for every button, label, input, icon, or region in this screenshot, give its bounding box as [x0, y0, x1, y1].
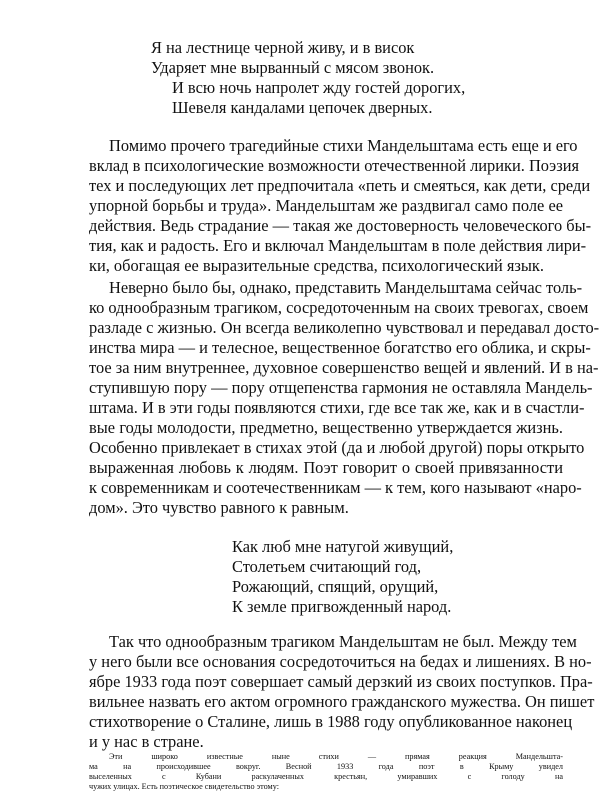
paragraph-2-line-6: ступившую пору — пору отщепенства гармония не оставляла Мандель- [89, 378, 593, 397]
paragraph-4-line-1: Эти широко известные ныне стихи — прямая реакция Мандельшта- [109, 752, 563, 761]
paragraph-2-line-8: вые годы молодости, предметно, вещественно утверждается жизнь. [89, 418, 563, 437]
paragraph-3-line-3: ябре 1933 года поэт совершает самый дерзкий из своих поступков. Пра- [89, 672, 593, 691]
paragraph-1-line-3: тех и последующих лет предпочитала «петь и смеяться, как дети, среди [89, 176, 591, 195]
paragraph-2-line-9: Особенно привлекает в стихах этой (да и любой другой) поры открыто [89, 438, 585, 457]
poem-3-line-4 [151, 707, 153, 708]
paragraph-4-line-4: чужих улицах. Есть поэтическое свидетельство этому: [89, 782, 279, 791]
paragraph-2-line-5: тое за ним внутреннее, духовное совершенство вещей и явлений. И в на- [89, 358, 599, 377]
paragraph-2-line-3: разладе с жизнью. Он всегда великолепно чувствовал и передавал досто- [89, 318, 600, 337]
paragraph-2-line-7: штама. И в эти годы появляются стихи, где все так же, как и в счастли- [89, 398, 585, 417]
poem-2-line-4: К земле пригвожденный народ. [232, 597, 452, 616]
paragraph-1-line-4: упорной борьбы и труда». Мандельштам же раздвигал само поле ее [89, 196, 563, 215]
paragraph-3-line-6: и у нас в стране. [89, 732, 204, 751]
paragraph-2-line-2: ко однообразным трагиком, сосредоточенным на своих тревогах, своем [89, 298, 589, 317]
paragraph-3-line-1: Так что однообразным трагиком Мандельштам не был. Между тем [109, 632, 577, 651]
paragraph-1-line-5: действия. Ведь страдание — такая же достоверность человеческого бы- [89, 216, 592, 235]
poem-2-line-2: Столетьем считающий год, [232, 557, 422, 576]
poem-2-line-3: Рожающий, спящий, орущий, [232, 577, 439, 596]
paragraph-2-line-1: Неверно было бы, однако, представить Мандельштама сейчас толь- [109, 278, 583, 297]
paragraph-2-line-11: к современникам и соотечественникам — к тем, кого называют «наро- [89, 478, 582, 497]
poem-1-line-2: Ударяет мне вырванный с мясом звонок. [151, 58, 435, 77]
paragraph-1-line-2: вклад в психологические возможности отечественной лирики. Поэзия [89, 156, 580, 175]
paragraph-2-line-12: дом». Это чувство равного к равным. [89, 498, 349, 517]
paragraph-3-line-2: у него были все основания сосредоточиться на бедах и лишениях. В но- [89, 652, 592, 671]
poem-1-line-3: И всю ночь напролет жду гостей дорогих, [172, 78, 466, 97]
paragraph-1-line-6: тия, как и радость. Его и включал Мандельштам в поле действия лири- [89, 236, 587, 255]
paragraph-4-line-2: ма на происходившее вокруг. Весной 1933 года поэт в Крыму увидел [89, 762, 563, 771]
paragraph-1-line-1: Помимо прочего трагедийные стихи Мандельштама есть еще и его [109, 136, 578, 155]
paragraph-3-line-4: вильнее назвать его актом огромного гражданского мужества. Он пишет [89, 692, 595, 711]
paragraph-2-line-10: выраженная любовь к людям. Поэт говорит о своей привязанности [89, 458, 563, 477]
paragraph-1-line-7: ки, обогащая ее выразительные средства, психологический язык. [89, 256, 544, 275]
poem-2-line-1: Как люб мне натугой живущий, [232, 537, 454, 556]
paragraph-3-line-5: стихотворение о Сталине, лишь в 1988 году опубликованное наконец [89, 712, 573, 731]
poem-1-line-4: Шевеля кандалами цепочек дверных. [172, 98, 433, 117]
paragraph-2-line-4: инства мира — и телесное, вещественное богатство его облика, и скры- [89, 338, 591, 357]
poem-1-line-1: Я на лестнице черной живу, и в висок [151, 38, 415, 57]
paragraph-4-line-3: выселенных с Кубани раскулаченных крестьян, умиравших с голоду на [89, 772, 563, 781]
